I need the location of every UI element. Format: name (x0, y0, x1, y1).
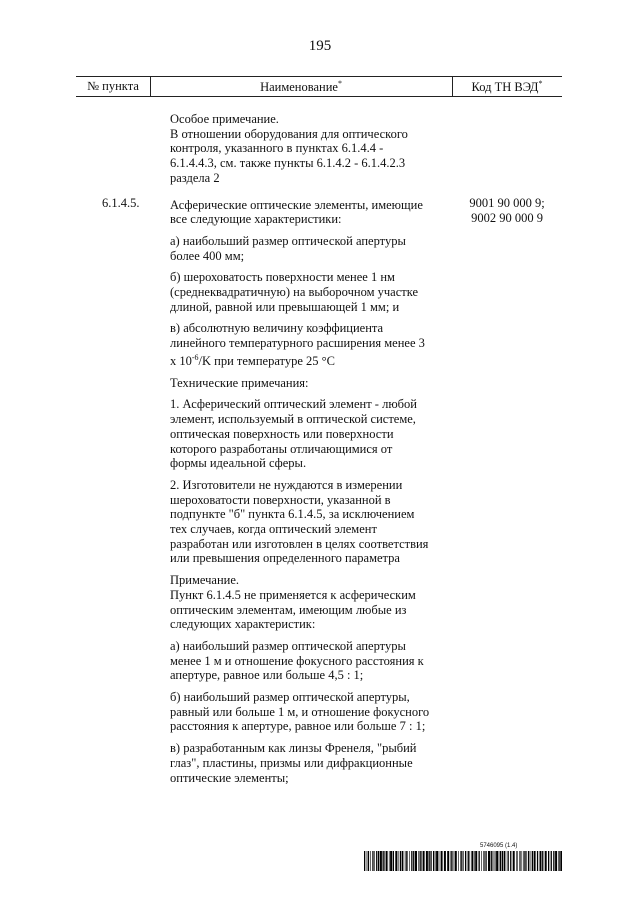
note: Примечание. Пункт 6.1.4.5 не применяется к асферическим оптическим элементам, имеющим любые из следующих характеристик: (170, 573, 416, 632)
exclusion-c: в) разработанным как линзы Френеля, "рыбий глаз", пластины, призмы или дифракционные оптические элементы; (170, 741, 417, 785)
technical-notes-heading: Технические примечания: (170, 375, 309, 390)
tnved-code: 9002 90 000 9 (471, 210, 543, 225)
technical-note-1: 1. Асферический оптический элемент - любой элемент, используемый в оптической системе, оптическая поверхность или поверхности которого разработаны отличающимися от формы идеальной сферы. (170, 397, 417, 471)
tnved-code: 9001 90 000 9; (469, 196, 545, 210)
header-item-number: № пункта (87, 79, 139, 93)
characteristic-b: б) шероховатость поверхности менее 1 нм (среднеквадратичную) на выборочном участке длиной, равной или превышающей 1 мм; и (170, 270, 419, 314)
item-description (170, 112, 432, 792)
characteristic-a: а) наибольший размер оптической апертуры более 400 мм; (170, 233, 406, 263)
header-code: Код ТН ВЭД* (471, 79, 543, 95)
barcode-label: 5746095 (1.4) (480, 843, 518, 849)
header-name: Наименование* (260, 79, 342, 95)
item-title: Асферические оптические элементы, имеющие все следующие характеристики: (170, 197, 423, 227)
barcode-image (364, 851, 562, 871)
tnved-codes (452, 196, 562, 225)
page-number: 195 (308, 38, 332, 54)
characteristic-c: в) абсолютную величину коэффициента линейного температурного расширения менее 3 x $10^{-6}/K$ при температуре 25 °C (170, 321, 425, 368)
special-note: Особое примечание. В отношении оборудования для оптического контроля, указанного в пунктах 6.1.4.4 - 6.1.4.4.3, см. также пункты 6.1.4.2 - 6.1.4.2.3 раздела 2 (170, 112, 408, 185)
technical-note-2: 2. Изготовители не нуждаются в измерении шероховатости поверхности, указанной в подпункте "б" пункта 6.1.4.5, за исключением тех случаев, когда оптический элемент разработан или изготовлен в целях соответствия или превышения определенного параметра (170, 477, 429, 566)
exclusion-b: б) наибольший размер оптической апертуры, равный или больше 1 м, и отношение фокусного расстояния к апертуре, равное или больше 7 : 1; (170, 690, 430, 734)
item-number: 6.1.4.5. (102, 196, 140, 210)
table-header (76, 76, 562, 97)
exclusion-a: а) наибольший размер оптической апертуры менее 1 м и отношение фокусного расстояния к апертуре, равное или больше 4,5 : 1; (170, 638, 424, 683)
